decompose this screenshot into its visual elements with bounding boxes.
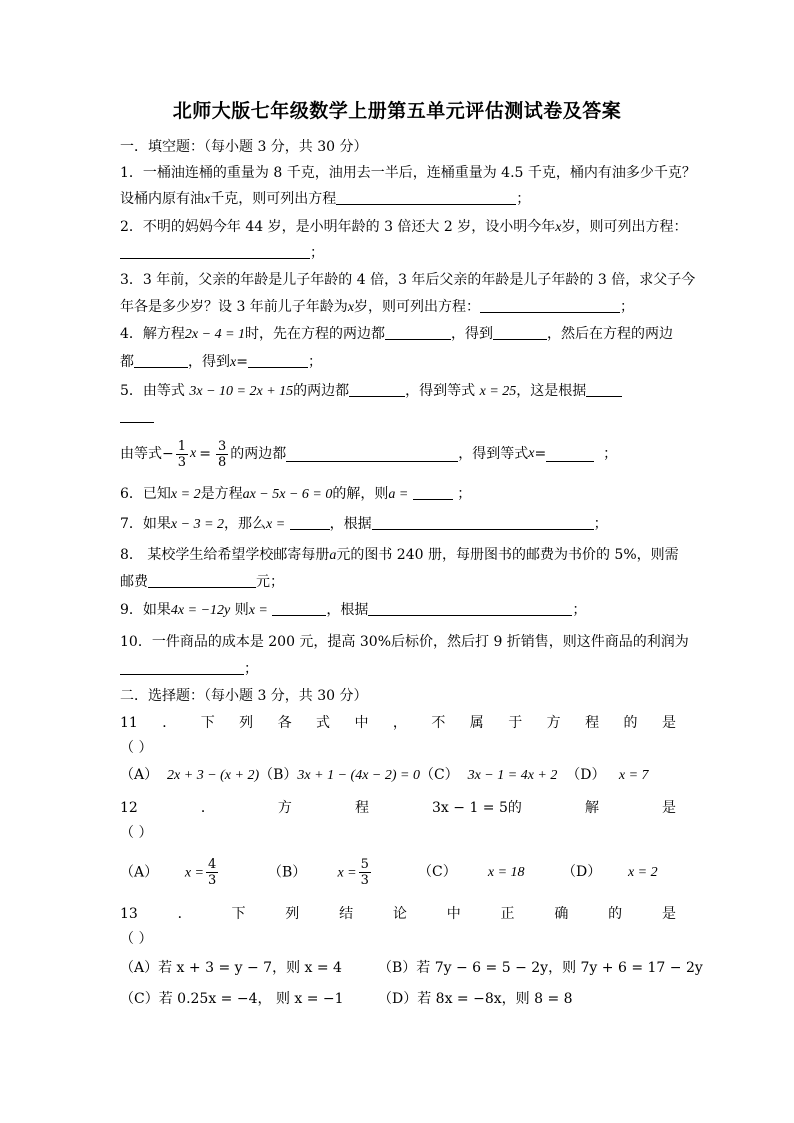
q13-option-c[interactable]: （C）若 0.25x = −4， 则 x = −1	[120, 991, 344, 1007]
q5-line3: 由等式 − $\frac{1}{3}$ x = $\frac{3}{8}$ 的两边都 ，得到等式 x = ；	[120, 438, 618, 470]
q12-option-b[interactable]: （B） x = $\frac{5}{3}$	[268, 856, 369, 888]
q13-paren: （ ）	[120, 931, 153, 947]
q4-line1: 4．解方程2x − 4 = 1时，先在方程的两边都 ，得到 ，然后在方程的两边	[120, 326, 674, 342]
q10-answer-blank[interactable]	[120, 660, 244, 675]
q5-blank-2b[interactable]	[120, 408, 154, 423]
q11-stem: 11 ． 下 列 各 式 中 ， 不 属 于 方 程 的 是	[120, 715, 676, 731]
q11-options	[120, 765, 676, 786]
q5-line2	[120, 407, 676, 427]
q7-line: 7．如果x − 3 = 2，那么x = ，根据 ；	[120, 516, 608, 532]
q10-line1: 10．一件商品的成本是 200 元，提高 30%后标价，然后打 9 折销售，则这件商品的利润为	[120, 634, 689, 650]
q13-options-row1	[120, 958, 703, 978]
q11-paren: （ ）	[120, 740, 153, 756]
q13-options-row2	[120, 989, 676, 1009]
q4-blank-4[interactable]	[248, 353, 308, 368]
q13-option-b[interactable]: （B）若 7y − 6 = 5 − 2y，则 7y + 6 = 17 − 2y	[378, 960, 703, 976]
q4-blank-3[interactable]	[134, 353, 188, 368]
q3-line1: 3．3 年前，父亲的年龄是儿子年龄的 4 倍，3 年后父亲的年龄是儿子年龄的 3 倍，求父子今	[120, 272, 696, 288]
q4-blank-1[interactable]	[385, 325, 451, 340]
q5-blank-3[interactable]	[286, 447, 458, 462]
q7-reason-blank[interactable]	[372, 515, 594, 530]
q11-option-a[interactable]: （A） 2x + 3 − (x + 2)	[120, 767, 260, 783]
q12-stem: 12 ． 方 程 3x − 1 = 5的 解 是	[120, 800, 676, 816]
q7-answer-blank[interactable]	[290, 515, 330, 530]
q12-option-a[interactable]: （A） x = $\frac{4}{3}$	[120, 856, 217, 888]
page-title: 北师大版七年级数学上册第五单元评估测试卷及答案	[172, 100, 622, 122]
q9-line: 9．如果4x = −12y 则x = ，根据 ；	[120, 602, 587, 618]
fraction-three-eighths: $\frac{3}{8}$	[217, 438, 227, 470]
q9-reason-blank[interactable]	[368, 601, 572, 616]
section2-heading: 二．选择题：（每小题 3 分，共 30 分）	[120, 688, 368, 704]
q2-line1: 2．不明的妈妈今年 44 岁，是小明年龄的 3 倍还大 2 岁，设小明今年x岁，则可列出方程：	[120, 219, 688, 235]
q12-option-c[interactable]: （C） x = 18	[418, 863, 525, 880]
q1-answer-blank[interactable]	[336, 190, 516, 205]
q13-option-a[interactable]: （A）若 x + 3 = y − 7，则 x = 4	[120, 960, 342, 976]
q12-options	[120, 853, 676, 891]
q9-answer-blank[interactable]	[272, 601, 326, 616]
q11-option-c[interactable]: （C） 3x − 1 = 4x + 2	[419, 767, 558, 783]
q13-stem: 13 ． 下 列 结 论 中 正 确 的 是	[120, 906, 676, 922]
fraction-one-third: $\frac{1}{3}$	[177, 438, 187, 470]
q8-line2: 邮费 元；	[120, 574, 284, 590]
q8-line1: 8． 某校学生给希望学校邮寄每册a元的图书 240 册，每册图书的邮费为书价的 5%，则需	[120, 547, 679, 563]
q6-line: 6．已知x = 2是方程ax − 5x − 6 = 0的解，则a = ；	[120, 486, 472, 502]
q12-option-d[interactable]: （D） x = 2	[562, 863, 658, 880]
q10-line2: ；	[120, 659, 676, 679]
fraction-four-thirds: $\frac{4}{3}$	[208, 856, 217, 888]
q5-blank-4[interactable]	[546, 447, 594, 462]
q5-blank-2a[interactable]	[586, 382, 622, 397]
fraction-five-thirds: $\frac{5}{3}$	[360, 856, 369, 888]
q12-paren: （ ）	[120, 825, 153, 841]
q3-line2: 年各是多少岁？设 3 年前儿子年龄为x岁，则可列出方程： ；	[120, 299, 635, 315]
q11-option-d[interactable]: （D） x = 7	[566, 767, 649, 783]
q1-line2: 设桶内原有油x千克，则可列出方程 ；	[120, 191, 531, 207]
q4-line2: 都 ，得到x= ；	[120, 354, 322, 370]
q2-line2: ；	[120, 243, 676, 263]
q6-answer-blank[interactable]	[413, 485, 453, 500]
q11-option-b[interactable]: （B）3x + 1 − (4x − 2) = 0	[259, 767, 420, 783]
q5-line1: 5．由等式 3x − 10 = 2x + 15的两边都 ，得到等式 x = 25，这是根据	[120, 381, 676, 402]
q1-line1: 1．一桶油连桶的重量为 8 千克，油用去一半后，连桶重量为 4.5 千克，桶内有油多少千克？	[120, 165, 696, 181]
q13-option-d[interactable]: （D）若 8x = −8x，则 8 = 8	[378, 991, 573, 1007]
q3-answer-blank[interactable]	[480, 298, 620, 313]
q8-answer-blank[interactable]	[148, 573, 256, 588]
q5-blank-1[interactable]	[349, 382, 405, 397]
q4-blank-2[interactable]	[493, 325, 547, 340]
q2-answer-blank[interactable]	[120, 244, 310, 259]
section1-heading: 一．填空题：（每小题 3 分，共 30 分）	[120, 139, 368, 155]
